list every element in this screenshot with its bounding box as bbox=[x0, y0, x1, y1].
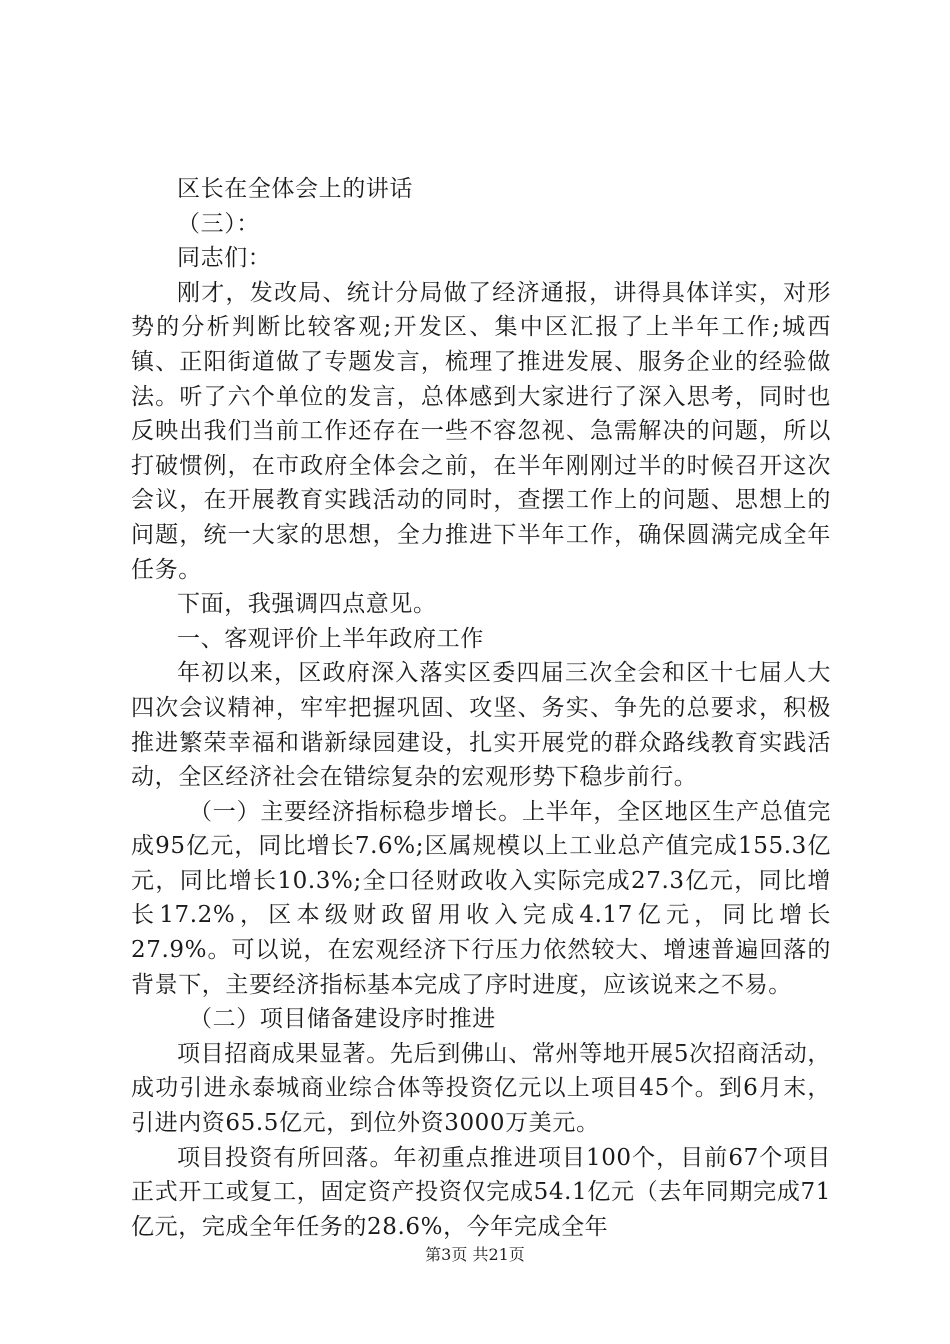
paragraph: （一）主要经济指标稳步增长。上半年，全区地区生产总值完成95亿元，同比增长7.6%;区属规模以上工业总产值完成155.3亿元，同比增长10.3%;全口径财政收入实际完成27.3亿元，同比增长17.2%，区本级财政留用收入完成4.17亿元，同比增长27.9%。可以说，在宏观经济下行压力依然较大、增速普遍回落的背景下，主要经济指标基本完成了序时进度，应该说来之不易。 bbox=[131, 798, 831, 998]
paragraph: 项目投资有所回落。年初重点推进项目100个，目前67个项目正式开工或复工，固定资产投资仅完成54.1亿元（去年同期完成71亿元，完成全年任务的28.6%，今年完成全年 bbox=[131, 1144, 831, 1240]
paragraph-salutation: 同志们： bbox=[177, 245, 272, 272]
paragraph: 项目招商成果显著。先后到佛山、常州等地开展5次招商活动，成功引进永泰城商业综合体等投资亿元以上项目45个。到6月末，引进内资65.5亿元，到位外资3000万美元。 bbox=[131, 1040, 831, 1137]
paragraph: 年初以来，区政府深入落实区委四届三次全会和区十七届人大四次会议精神，牢牢把握巩固、攻坚、务实、争先的总要求，积极推进繁荣幸福和谐新绿园建设，扎实开展党的群众路线教育实践活动，全区经济社会在错综复杂的宏观形势下稳步前行。 bbox=[131, 660, 831, 791]
document-title: 区长在全体会上的讲话 bbox=[177, 176, 413, 202]
paragraph: 刚才，发改局、统计分局做了经济通报，讲得具体详实，对形势的分析判断比较客观;开发区、集中区汇报了上半年工作;城西镇、正阳街道做了专题发言，梳理了推进发展、服务企业的经验做法。听了六个单位的发言，总体感到大家进行了深入思考，同时也反映出我们当前工作还存在一些不容忽视、急需解决的问题，所以打破惯例，在市政府全体会之前，在半年刚刚过半的时候召开这次会议，在开展教育实践活动的同时，查摆工作上的问题、思想上的问题，统一大家的思想，全力推进下半年工作，确保圆满完成全年任务。 bbox=[131, 279, 831, 583]
paragraph: 下面，我强调四点意见。 bbox=[177, 591, 437, 618]
subsection-heading: （二）项目储备建设序时推进 bbox=[189, 1006, 496, 1033]
page-number-footer: 第3页 共21页 bbox=[425, 1245, 525, 1264]
section-heading: 一、客观评价上半年政府工作 bbox=[177, 625, 484, 652]
paragraph-subtitle: （三）： bbox=[177, 210, 260, 237]
document-body bbox=[131, 172, 831, 1244]
